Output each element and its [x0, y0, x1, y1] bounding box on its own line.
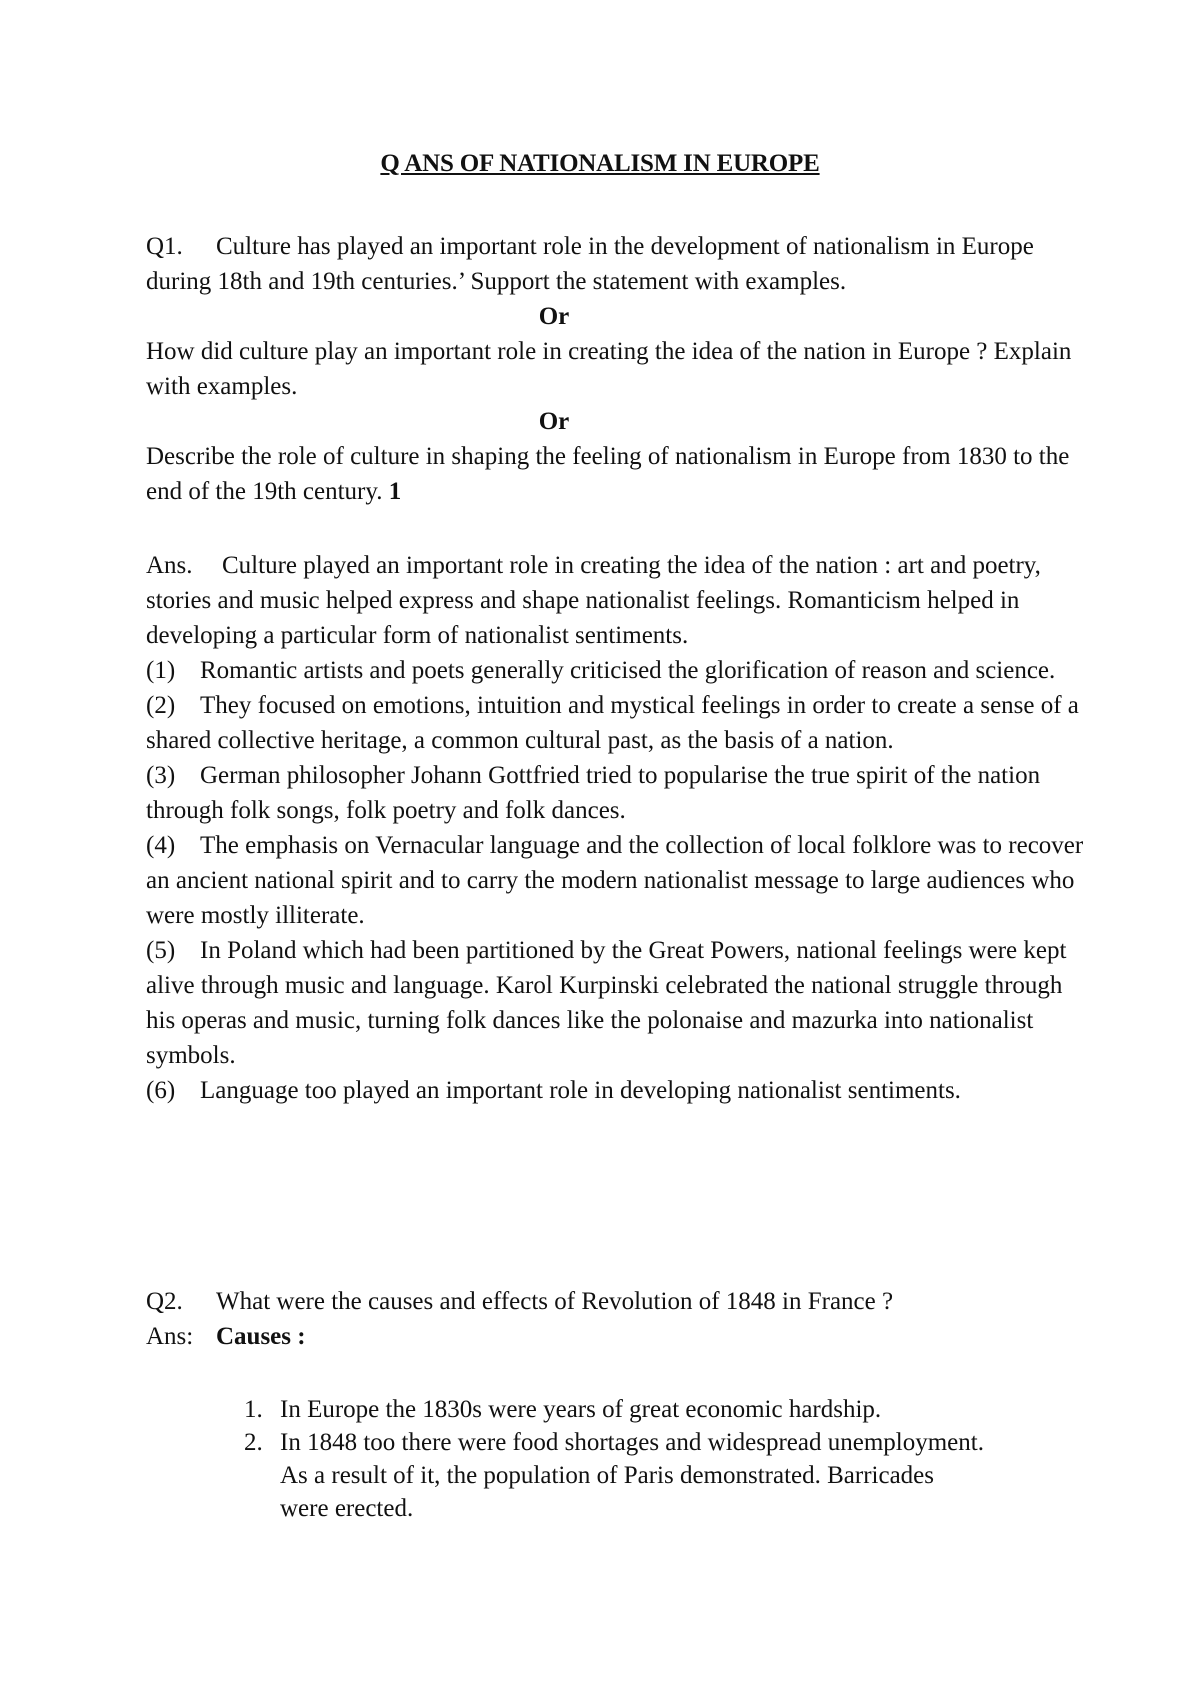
list-item: [226, 1426, 986, 1525]
q2-label: Q2.: [146, 1288, 183, 1315]
q1-point: [146, 828, 1086, 933]
cause-number: 2.: [244, 1429, 263, 1456]
q1-question-text: Culture has played an important role in the development of nationalism in Europe during 18th and 19th centuries.’ Support the statement with examples.: [146, 233, 1034, 295]
q1-point: [146, 653, 1086, 688]
q2-ans-label: Ans:: [146, 1323, 194, 1350]
cause-text: In 1848 too there were food shortages and widespread unemployment. As a result of it, the population of Paris demonstrated. Barricades were erected.: [280, 1429, 984, 1522]
q1-point-label: (4): [146, 832, 176, 859]
q1-point-text: In Poland which had been partitioned by the Great Powers, national feelings were kept alive through music and language. Karol Kurpinski celebrated the national struggle through his operas and music, turning folk dances like the polonaise and mazurka into nationalist symbols.: [146, 937, 1067, 1069]
q1-marks: 1: [388, 478, 402, 505]
q1-point-label: (2): [146, 692, 176, 719]
list-item: [226, 1393, 986, 1426]
q1-point-text: They focused on emotions, intuition and mystical feelings in order to create a sense of a shared collective heritage, a common cultural past, as the basis of a nation.: [146, 692, 1079, 754]
q1-point: [146, 1073, 1086, 1108]
q1-alt-question-2-text: Describe the role of culture in shaping the feeling of nationalism in Europe from 1830 to the end of the 19th century.: [146, 443, 1070, 505]
q1-label: Q1.: [146, 233, 183, 260]
q1-point-label: (5): [146, 937, 176, 964]
cause-number: 1.: [244, 1396, 263, 1423]
q1-point-text: Romantic artists and poets generally criticised the glorification of reason and science.: [200, 657, 1056, 684]
q1-point-label: (6): [146, 1077, 176, 1104]
q1-point-label: (3): [146, 762, 176, 789]
q1-answer-intro-text: Culture played an important role in creating the idea of the nation : art and poetry, stories and music helped express and shape nationalist feelings. Romanticism helped in developing a particular form of nationalist sentiments.: [146, 552, 1041, 649]
q1-or-2: Or: [538, 408, 570, 435]
q2-causes-list: [226, 1393, 986, 1525]
q1-point-text: German philosopher Johann Gottfried tried to popularise the true spirit of the nation through folk songs, folk poetry and folk dances.: [146, 762, 1041, 824]
q2-block: [146, 1284, 1086, 1354]
q1-or-1: Or: [538, 303, 570, 330]
q1-point-text: Language too played an important role in developing nationalist sentiments.: [200, 1077, 961, 1104]
q2-question-text: What were the causes and effects of Revolution of 1848 in France ?: [216, 1288, 894, 1315]
q1-point: [146, 688, 1086, 758]
q1-alt-question-2: [146, 439, 1086, 509]
cause-text: In Europe the 1830s were years of great economic hardship.: [280, 1396, 882, 1423]
q1-ans-label: Ans.: [146, 552, 193, 579]
q1-question: [146, 229, 1086, 299]
q1-point: [146, 933, 1086, 1073]
q2-causes-heading: Causes :: [216, 1323, 306, 1350]
q1-point-text: The emphasis on Vernacular language and the collection of local folklore was to recover an ancient national spirit and to carry the modern nationalist message to large audiences who were mostly illiterate.: [146, 832, 1084, 929]
q1-answer-intro: [146, 548, 1086, 653]
page-title: Q ANS OF NATIONALISM IN EUROPE: [380, 150, 820, 177]
q1-question-block: [146, 229, 1086, 509]
q2-question: [146, 1284, 1086, 1319]
q1-point-label: (1): [146, 657, 176, 684]
q1-point: [146, 758, 1086, 828]
q1-answer-block: [146, 548, 1086, 1108]
q1-alt-question-1: How did culture play an important role in creating the idea of the nation in Europe ? Explain with examples.: [146, 338, 1072, 400]
q2-answer-heading: [146, 1319, 1086, 1354]
